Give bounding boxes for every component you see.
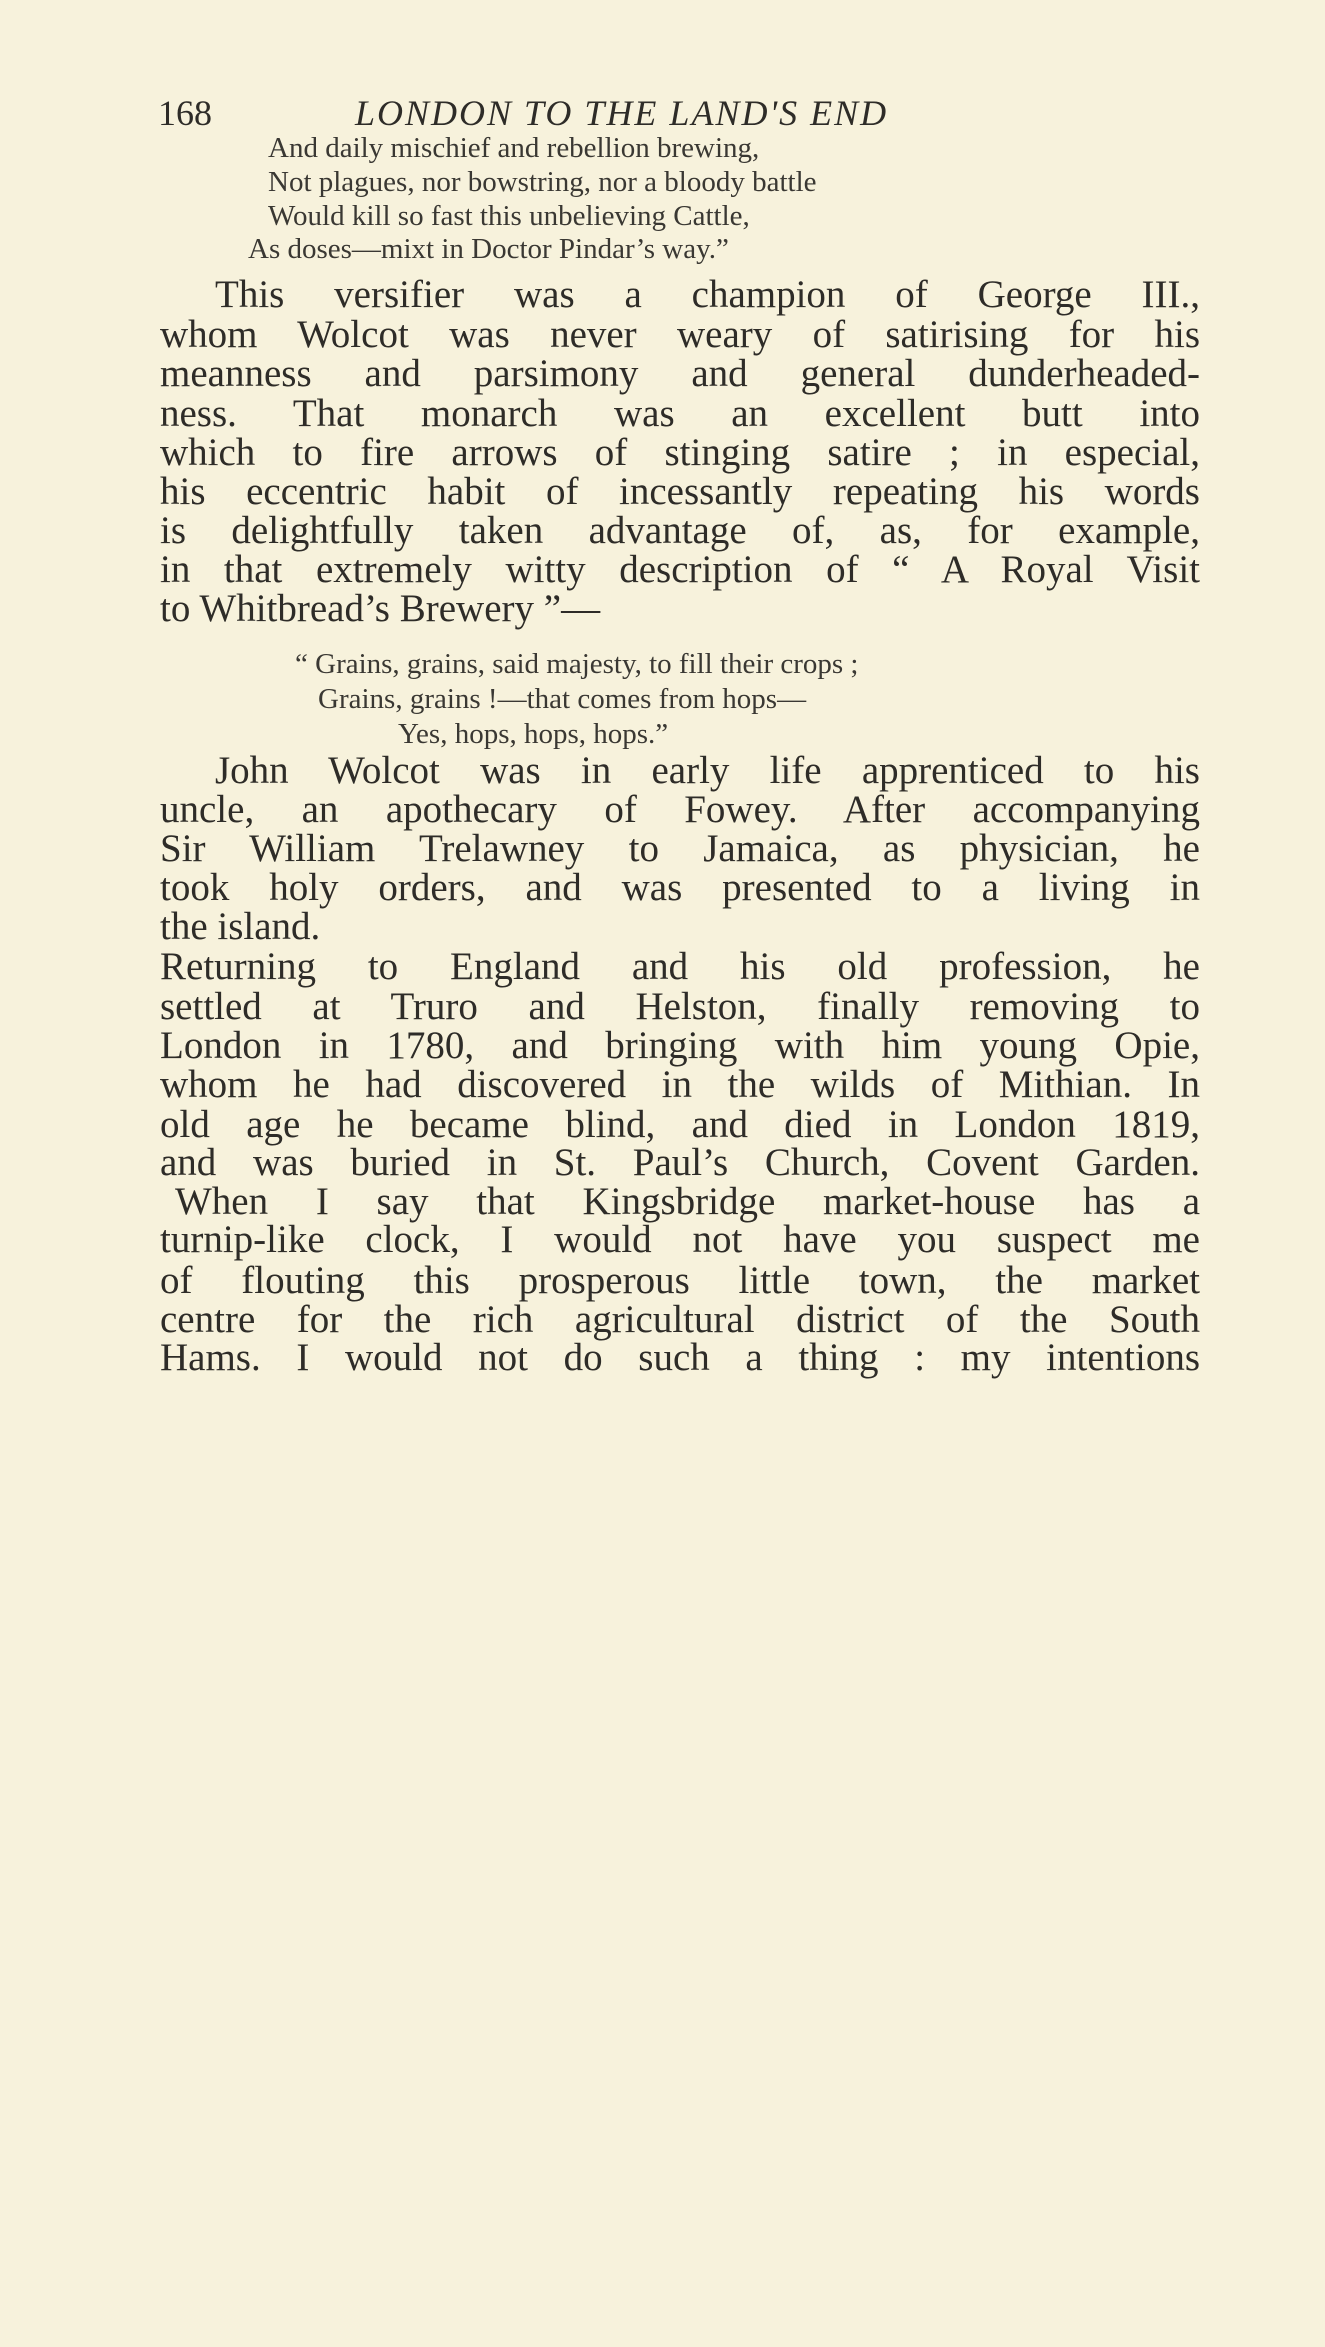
text-line: When I say that Kingsbridge market-house has a bbox=[175, 1180, 1200, 1223]
text-line: John Wolcot was in early life apprenticed to his bbox=[215, 749, 1200, 792]
text-line: old age he became blind, and died in London 1819, bbox=[160, 1103, 1200, 1146]
verse-line: “ Grains, grains, said majesty, to fill their crops ; bbox=[295, 648, 859, 680]
text-line: which to fire arrows of stinging satire ; in especial, bbox=[160, 431, 1200, 474]
text-line: uncle, an apothecary of Fowey. After accompanying bbox=[160, 788, 1200, 831]
text-line: London in 1780, and bringing with him young Opie, bbox=[160, 1024, 1200, 1067]
text-line: meanness and parsimony and general dunderheaded- bbox=[160, 352, 1200, 395]
verse-line: Would kill so fast this unbelieving Cattle, bbox=[268, 200, 750, 232]
verse-line: Grains, grains !—that comes from hops— bbox=[318, 683, 807, 715]
text-line: centre for the rich agricultural district of the South bbox=[160, 1298, 1200, 1341]
text-line: Returning to England and his old profession, he bbox=[160, 945, 1200, 988]
text-line: and was buried in St. Paul’s Church, Covent Garden. bbox=[160, 1141, 1200, 1184]
running-title: LONDON TO THE LAND'S END bbox=[355, 93, 889, 133]
verse-line: And daily mischief and rebellion brewing, bbox=[268, 132, 760, 164]
text-line: turnip-like clock, I would not have you suspect me bbox=[160, 1218, 1200, 1261]
text-line: to Whitbread’s Brewery ”— bbox=[160, 587, 601, 630]
text-line: whom Wolcot was never weary of satirising for his bbox=[160, 313, 1200, 356]
text-line: settled at Truro and Helston, finally removing to bbox=[160, 985, 1200, 1028]
text-line: This versifier was a champion of George III., bbox=[215, 273, 1200, 316]
verse-line: Not plagues, nor bowstring, nor a bloody battle bbox=[268, 166, 817, 198]
page-number: 168 bbox=[158, 93, 212, 133]
text-line: whom he had discovered in the wilds of Mithian. In bbox=[160, 1063, 1200, 1106]
text-line: Hams. I would not do such a thing : my intentions bbox=[160, 1336, 1200, 1379]
text-line: ness. That monarch was an excellent butt into bbox=[160, 392, 1200, 435]
verse-line: Yes, hops, hops, hops.” bbox=[398, 718, 669, 750]
text-line: took holy orders, and was presented to a living in bbox=[160, 866, 1200, 909]
text-line: is delightfully taken advantage of, as, for example, bbox=[160, 509, 1200, 552]
text-line: in that extremely witty description of “ A Royal Visit bbox=[160, 548, 1200, 591]
text-line: the island. bbox=[160, 905, 321, 948]
text-line: his eccentric habit of incessantly repeating his words bbox=[160, 470, 1200, 513]
text-line: Sir William Trelawney to Jamaica, as physician, he bbox=[160, 827, 1200, 870]
verse-line: As doses—mixt in Doctor Pindar’s way.” bbox=[248, 233, 729, 265]
text-line: of flouting this prosperous little town, the market bbox=[160, 1259, 1200, 1302]
